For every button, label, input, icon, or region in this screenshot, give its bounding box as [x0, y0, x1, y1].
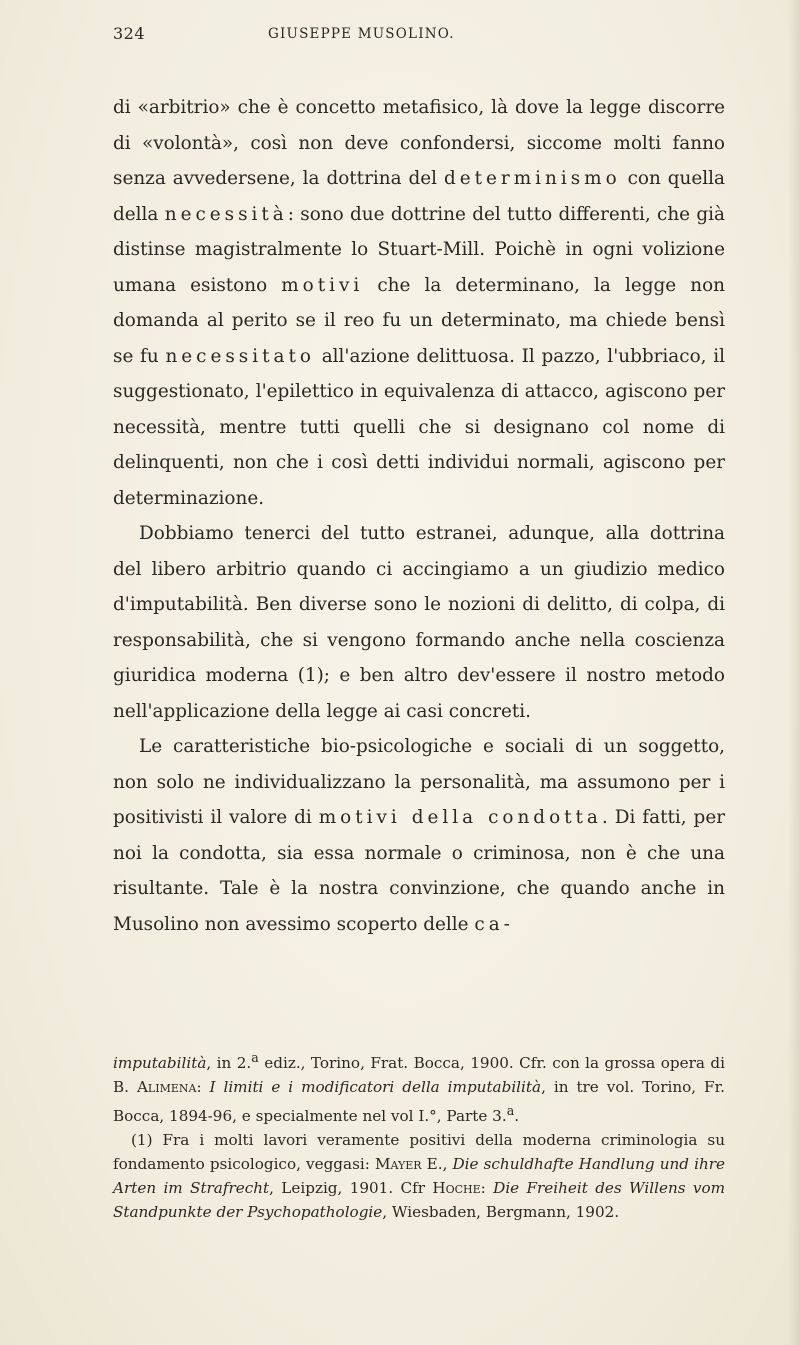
footnote-continuation: imputabilità, in 2.$^a$ ediz., Torino, Frat. Bocca, 1900. Cfr. con la grossa opera di B. Alimena: I limiti e i modificatori della imputabilità, in tre vol. Torino, Fr. Bocca, 1894-96, e specialmente nel vol I.°, Parte 3.$^a$. [113, 1050, 725, 1126]
page-edge-shadow [788, 0, 800, 1345]
paragraph-1: di «arbitrio» che è concetto metafisico, là dove la legge discorre di «volontà», così non deve confondersi, siccome molti fanno senza avvedersene, la dottrina del determinismo con quella della necessità: sono due dottrine del tutto differenti, che già distinse magistralmente lo Stuart-Mill. Poichè in ogni volizione umana esistono motivi che la determinano, la legge non domanda al perito se il reo fu un determinato, ma chiede bensì se fu necessitato all'azione delittuosa. Il pazzo, l'ubbriaco, il suggestionato, l'epilettico in equivalenza di attacco, agiscono per necessità, mentre tutti quelli che si designano col nome di delinquenti, non che i così detti individui normali, agiscono per determinazione. [113, 97, 726, 509]
author-mayer: Mayer [374, 1155, 422, 1174]
title-freiheit: Die Freiheit des Willens vom Standpunkte der Psychopathologie [113, 1179, 725, 1222]
main-text [113, 90, 725, 942]
emphasis-motivi: motivi [281, 274, 364, 296]
page-number: 324 [113, 24, 146, 43]
emphasis-determinismo: determinismo [443, 168, 621, 189]
page-header [113, 24, 800, 44]
paragraph-2: Dobbiamo tenerci del tutto estranei, adunque, alla dottrina del libero arbitrio quando ci accingiamo a un giudizio medico d'imputabilità. Ben diverse sono le nozioni di delitto, di colpa, di responsabilità, che si vengono formando anche nella coscienza giuridica moderna (1); e ben altro dev'essere il nostro metodo nell'applicazione della legge ai casi concreti. [113, 523, 725, 722]
emphasis-necessita: necessità [164, 203, 288, 225]
emphasis-necessitato: necessitato [165, 345, 315, 367]
footnote-1: (1) Fra i molti lavori veramente positivi della moderna criminologia su fondamento psicologico, veggasi: Mayer E., Die schuldhafte Handlung und ihre Arten im Strafrecht, Leipzig, 1901. Cfr Hoche: Die Freiheit des Willens vom Standpunkte der Psychopathologie, Wiesbaden, Bergmann, 1902. [113, 1131, 725, 1222]
author-alimena: Alimena [136, 1078, 197, 1097]
running-title: GIUSEPPE MUSOLINO. [268, 26, 455, 42]
title-schuldhafte: Die schuldhafte Handlung und ihre Arten im Strafrecht [113, 1155, 725, 1198]
paragraph-3: Le caratteristiche bio-psicologiche e sociali di un soggetto, non solo ne individualizzano la personalità, ma assumono per i positivisti il valore di motivi della condotta. Di fatti, per noi la condotta, sia essa normale o criminosa, non è che una risultante. Tale è la nostra convinzione, che quando anche in Musolino non avessimo scoperto delle ca- [113, 736, 725, 935]
author-hoche: Hoche [432, 1179, 481, 1198]
footnotes [113, 1046, 725, 1224]
emphasis-ca: ca- [474, 913, 514, 935]
emphasis-motivi-condotta: motivi della condotta [318, 807, 602, 828]
title-limiti: I limiti e i modificatori della imputabilità [209, 1078, 542, 1097]
